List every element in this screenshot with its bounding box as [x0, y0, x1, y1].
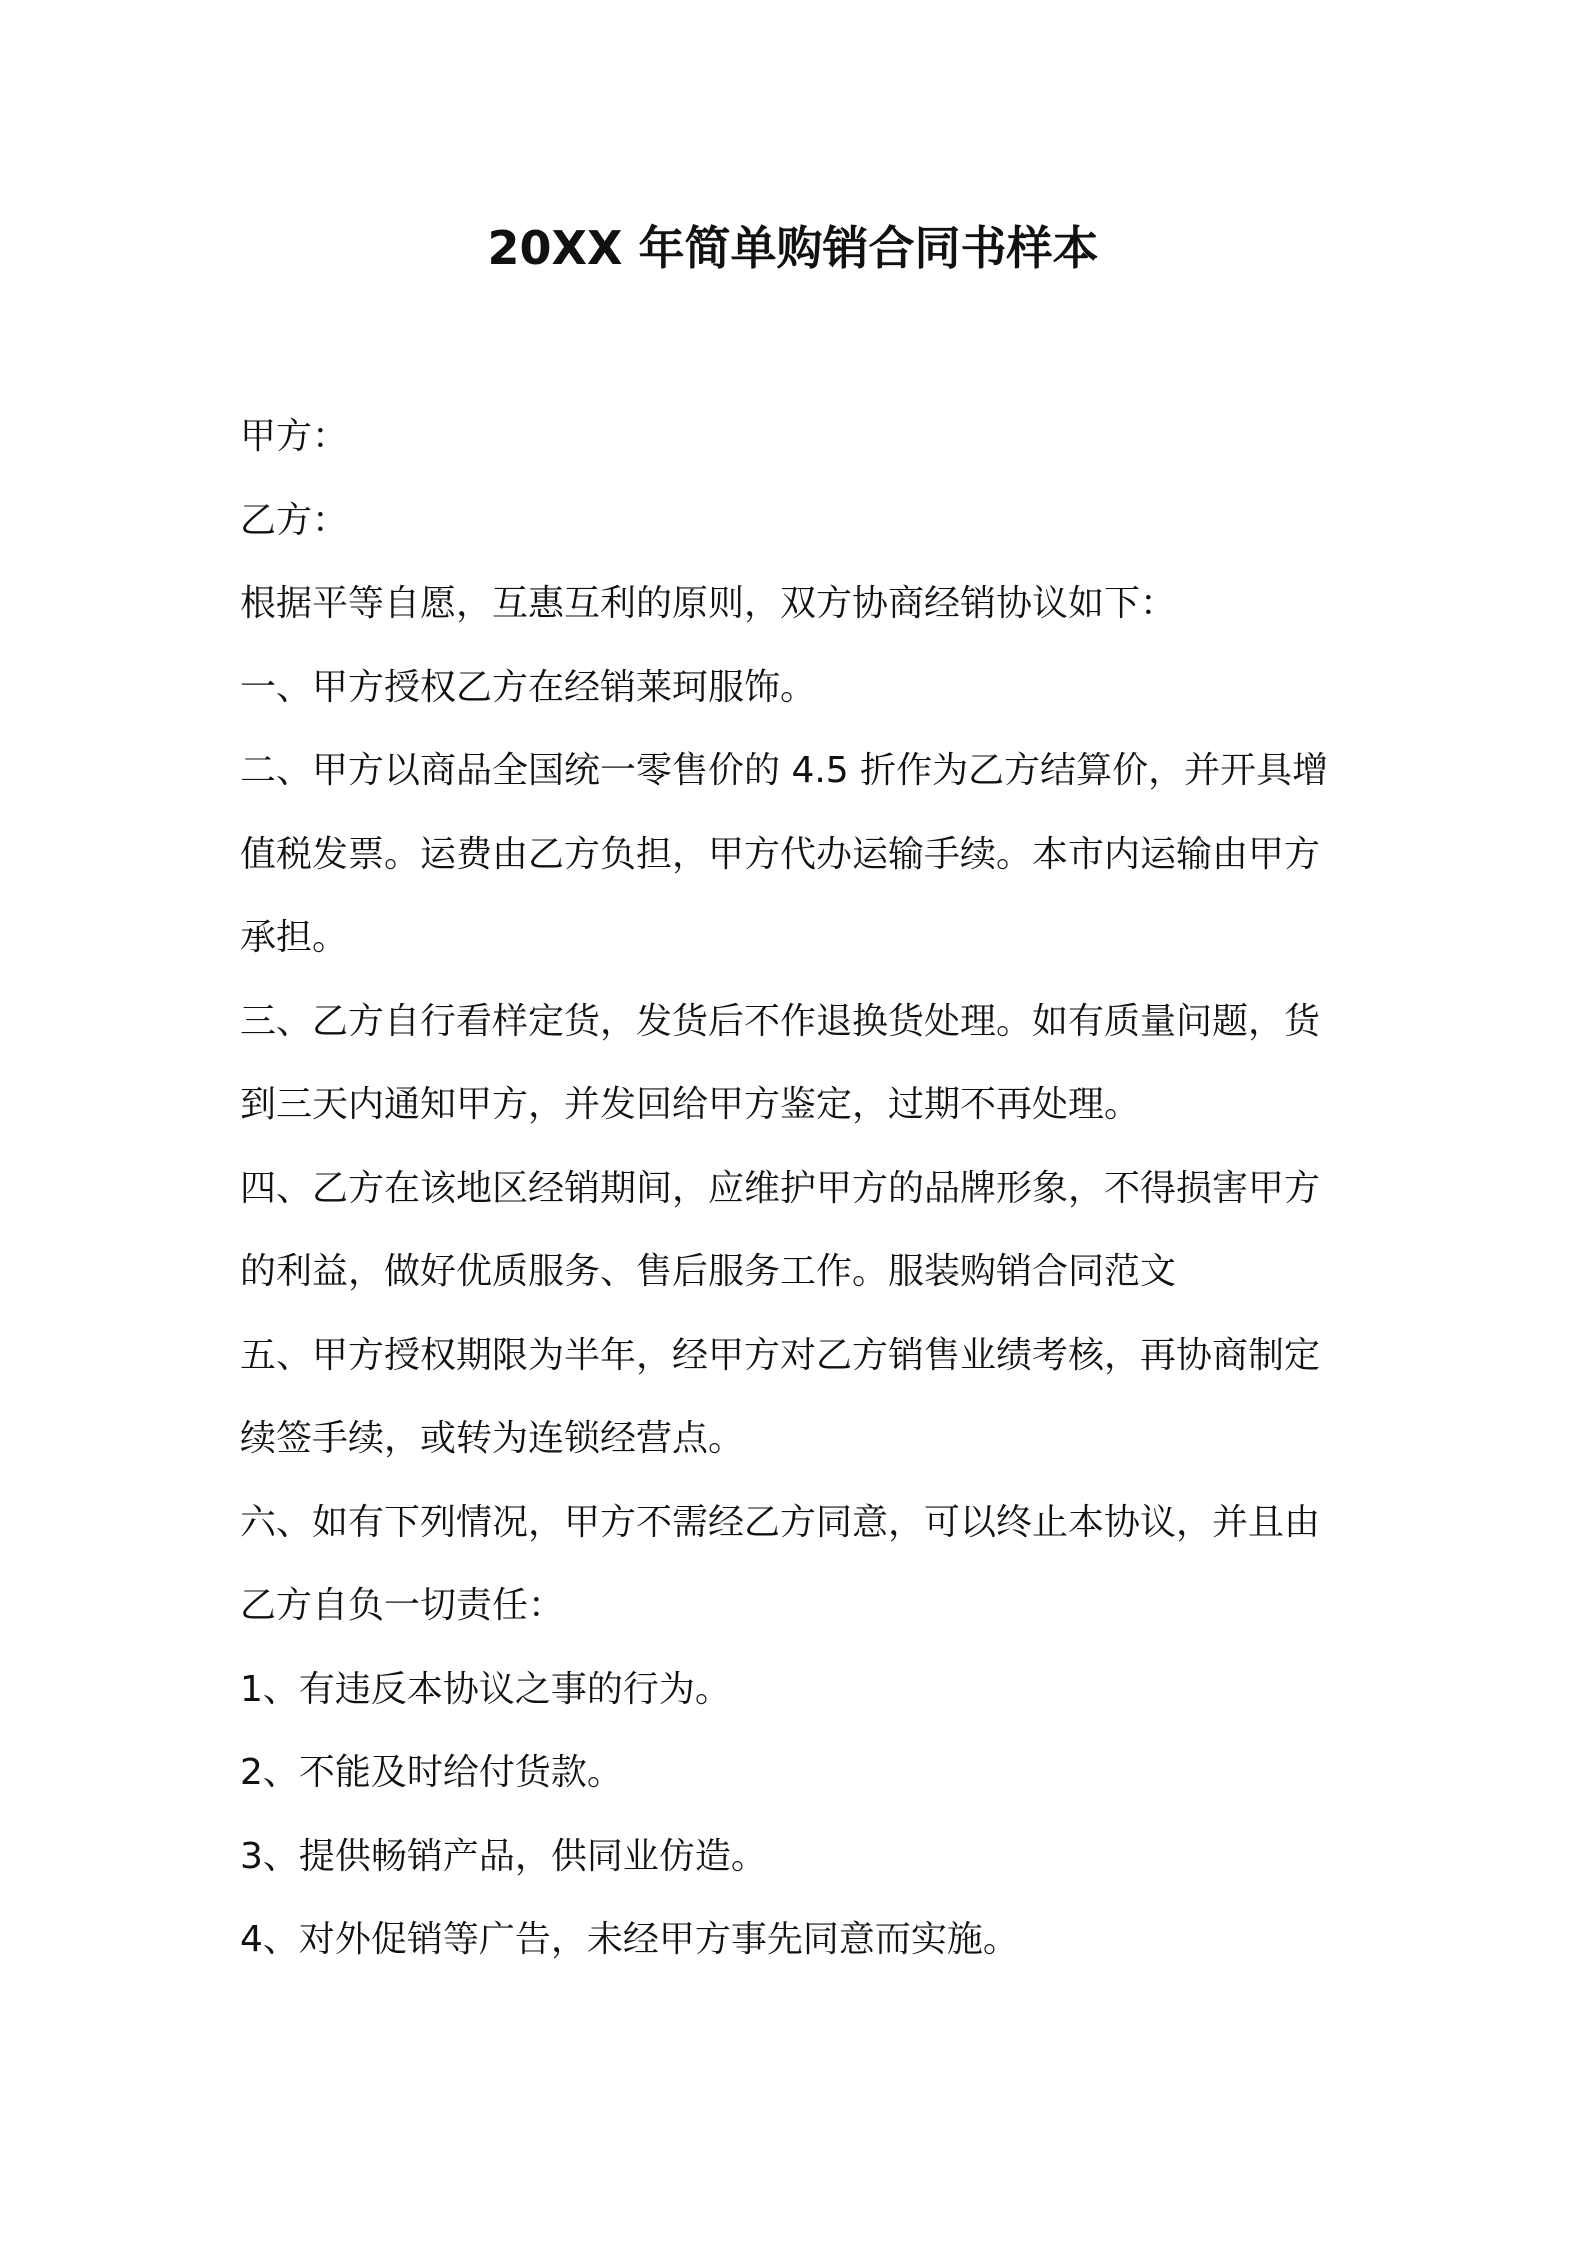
document-title: 20XX 年简单购销合同书样本 [487, 221, 1099, 275]
clause-4-line-2: 的利益，做好优质服务、售后服务工作。服装购销合同范文 [240, 1251, 1177, 1292]
sub-item-4: 4、对外促销等广告，未经甲方事先同意而实施。 [240, 1919, 1019, 1960]
clause-4-line-1: 四、乙方在该地区经销期间，应维护甲方的品牌形象，不得损害甲方 [240, 1167, 1321, 1209]
sub-item-3: 3、提供畅销产品，供同业仿造。 [240, 1835, 767, 1877]
clause-6-line-2: 乙方自负一切责任： [240, 1585, 565, 1626]
preamble-line: 根据平等自愿，互惠互利的原则，双方协商经销协议如下： [240, 583, 1177, 624]
clause-2-line-3: 承担。 [240, 917, 349, 958]
clause-2-line-1: 二、甲方以商品全国统一零售价的 4.5 折作为乙方结算价，并开具增 [240, 750, 1329, 791]
clause-2-line-2: 值税发票。运费由乙方负担，甲方代办运输手续。本市内运输由甲方 [240, 833, 1321, 875]
party-a-line: 甲方： [240, 416, 349, 457]
clause-5-line-2: 续签手续，或转为连锁经营点。 [240, 1418, 745, 1459]
clause-5-line-1: 五、甲方授权期限为半年，经甲方对乙方销售业绩考核，再协商制定 [240, 1334, 1321, 1376]
sub-item-1: 1、有违反本协议之事的行为。 [240, 1668, 731, 1710]
clause-3-line-1: 三、乙方自行看样定货，发货后不作退换货处理。如有质量问题，货 [240, 1000, 1321, 1042]
sub-item-2: 2、不能及时给付货款。 [240, 1752, 623, 1793]
clause-1-line: 一、甲方授权乙方在经销莱珂服饰。 [240, 666, 817, 708]
document-body [240, 395, 1360, 1982]
clause-6-line-1: 六、如有下列情况，甲方不需经乙方同意，可以终止本协议，并且由 [240, 1501, 1321, 1543]
clause-3-line-2: 到三天内通知甲方，并发回给甲方鉴定，过期不再处理。 [240, 1084, 1141, 1125]
party-b-line: 乙方： [240, 499, 349, 541]
